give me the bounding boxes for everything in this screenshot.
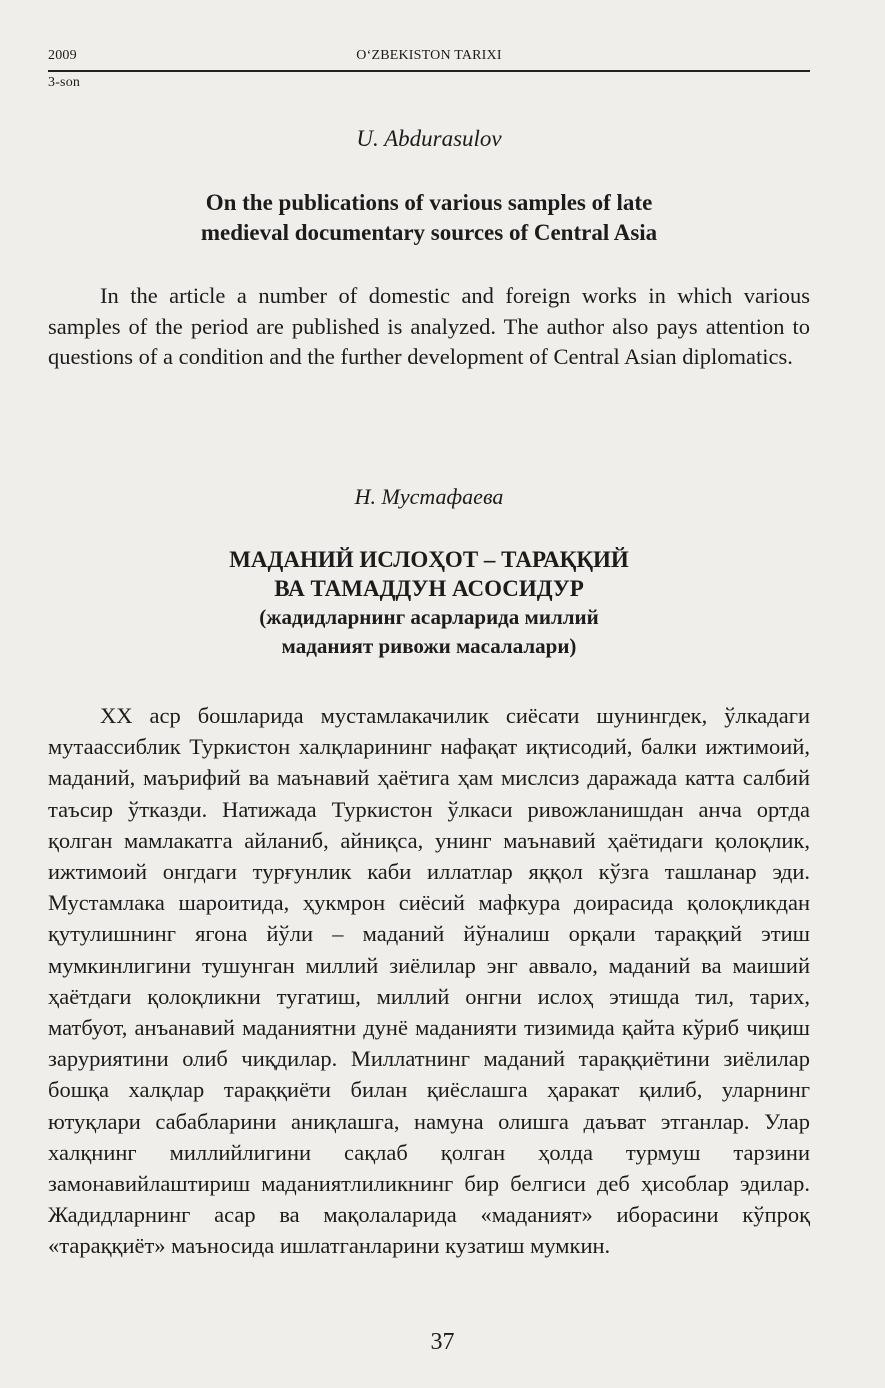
author-en: U. Abdurasulov	[356, 126, 502, 151]
abstract-en	[48, 281, 810, 373]
article-title-uz	[48, 545, 810, 661]
author-uz: Н. Мустафаева	[354, 484, 504, 509]
article-body-uz	[48, 700, 810, 1262]
article-subtitle-uz-line: (жадидларнинг асарларида миллий	[259, 605, 599, 629]
header-rule	[48, 70, 810, 72]
header-journal-title: O‘ZBEKISTON TARIXI	[356, 48, 502, 63]
body-paragraph: XX аср бошларида мустамлакачилик сиёсати шунингдек, ўлкадаги мутаассиблик Туркистон халқларининг нафақат иқтисодий, балки ижтимоий, маданий, маърифий ва маънавий ҳаётига ҳам мислсиз даражада катта салбий таъсир ўтказди. Натижада Туркистон ўлкаси ривожланишдан анча ортда қолган мамлакатга айланиб, айниқса, унинг маънавий ҳаётидаги қолоқлик, ижтимоий онгдаги турғунлик каби иллатлар яққол кўзга ташланар эди. Мустамлака шароитида, ҳукмрон сиёсий мафкура доирасида қолоқликдан қутулишнинг ягона йўли – маданий йўналиш орқали тараққий этиш мумкинлигини тушунган миллий зиёлилар энг аввало, маданий ва маиший ҳаётдаги қолоқликни тугатиш, миллий онгни ислоҳ этишда тил, тарих, матбуот, анъанавий маданиятни дунё маданияти тизимида қайта кўриб чиқиш заруриятини олиб чиқдилар. Миллатнинг маданий тараққиётини зиёлилар бошқа халқлар тараққиёти билан қиёслашга ҳаракат қилиб, уларнинг ютуқлари сабабларини аниқлашга, намуна олишга даъват этганлар. Улар халқнинг миллийлигини сақлаб қолган ҳолда турмуш тарзини замонавийлаштириш маданиятлиликнинг бир белгиси деб ҳисоблар эдилар. Жадидларнинг асар ва мақолаларида «маданият» иборасини кўпроқ «тараққиёт» маъносида ишлатганларини кузатиш мумкин.	[48, 703, 810, 1259]
header-year: 2009	[48, 48, 77, 63]
header-issue: 3-son	[48, 75, 81, 90]
page-number: 37	[430, 1329, 455, 1355]
article-title-en	[48, 188, 810, 248]
abstract-en-text: In the article a number of domestic and foreign works in which various samples of the period are published is analyzed. The author also pays attention to questions of a condition and the further development of Central Asian diplomatics.	[48, 283, 810, 369]
article-title-en-line: On the publications of various samples of late	[205, 190, 653, 215]
article-title-en-line: medieval documentary sources of Central Asia	[200, 220, 658, 245]
article-title-uz-line: МАДАНИЙ ИСЛОҲОТ – ТАРАҚҚИЙ	[229, 547, 629, 572]
article-subtitle-uz-line: маданият ривожи масалалари)	[281, 634, 577, 658]
article-title-uz-line: ВА ТАМАДДУН АСОСИДУР	[274, 576, 584, 601]
